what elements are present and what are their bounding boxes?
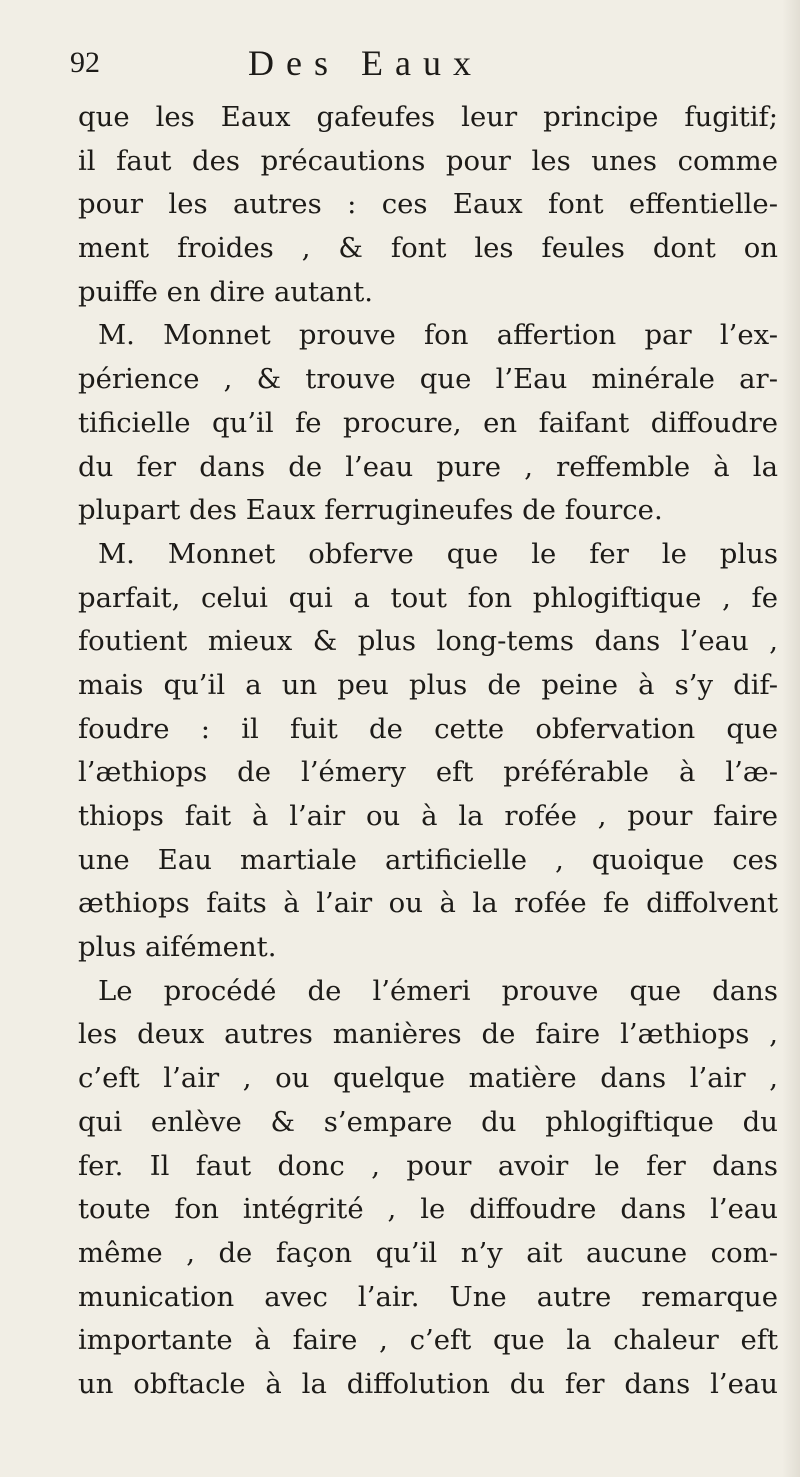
text-line: ment froides , & font les feules dont on bbox=[78, 232, 778, 265]
text-line: pour les autres : ces Eaux font effentielle- bbox=[78, 188, 778, 221]
text-line: munication avec l’air. Une autre remarque bbox=[78, 1280, 778, 1313]
text-line: toute fon intégrité , le diffoudre dans l’eau bbox=[78, 1193, 778, 1226]
text-line: l’æthiops de l’émery eft préférable à l’æ- bbox=[78, 756, 778, 789]
text-line: thiops fait à l’air ou à la rofée , pour faire bbox=[78, 800, 778, 832]
text-line: foudre : il fuit de cette obfervation que bbox=[78, 712, 778, 745]
text-line: plus aifément. bbox=[78, 931, 277, 964]
text-line: puiffe en dire autant. bbox=[78, 275, 374, 308]
text-line: une Eau martiale artificielle , quoique ces bbox=[78, 843, 778, 876]
text-line: foutient mieux & plus long-tems dans l’eau , bbox=[78, 625, 778, 658]
text-line: que les Eaux gafeufes leur principe fugitif; bbox=[78, 101, 778, 133]
text-line: tificielle qu’il fe procure, en faifant diffoudre bbox=[78, 406, 778, 439]
text-line: æthiops faits à l’air ou à la rofée fe diffolvent bbox=[78, 887, 778, 920]
running-head bbox=[70, 42, 778, 90]
text-line: un obftacle à la diffolution du fer dans l’eau bbox=[78, 1367, 778, 1400]
text-line: les deux autres manières de faire l’æthiops , bbox=[78, 1018, 778, 1051]
text-line: c’eft l’air , ou quelque matière dans l’air , bbox=[78, 1062, 778, 1095]
page-number: 92 bbox=[70, 46, 100, 79]
text-line: M. Monnet prouve fon affertion par l’ex- bbox=[98, 319, 778, 352]
text-line: Le procédé de l’émeri prouve que dans bbox=[98, 974, 778, 1007]
text-line: M. Monnet obferve que le fer le plus bbox=[98, 537, 778, 570]
text-line: mais qu’il a un peu plus de peine à s’y dif- bbox=[78, 668, 778, 701]
text-line: périence , & trouve que l’Eau minérale ar- bbox=[78, 363, 778, 396]
text-line: il faut des précautions pour les unes comme bbox=[78, 144, 778, 177]
text-line: même , de façon qu’il n’y ait aucune com- bbox=[78, 1236, 778, 1269]
text-line: fer. Il faut donc , pour avoir le fer dans bbox=[78, 1149, 778, 1182]
running-title: Des Eaux bbox=[248, 43, 483, 83]
text-line: importante à faire , c’eft que la chaleur eft bbox=[78, 1324, 778, 1357]
text-line: plupart des Eaux ferrugineufes de fource. bbox=[78, 494, 663, 527]
body-text bbox=[78, 96, 778, 1407]
text-line: parfait, celui qui a tout fon phlogiftique , fe bbox=[78, 581, 778, 614]
text-line: qui enlève & s’empare du phlogiftique du bbox=[78, 1105, 778, 1138]
text-line: du fer dans de l’eau pure , reffemble à la bbox=[78, 450, 778, 483]
